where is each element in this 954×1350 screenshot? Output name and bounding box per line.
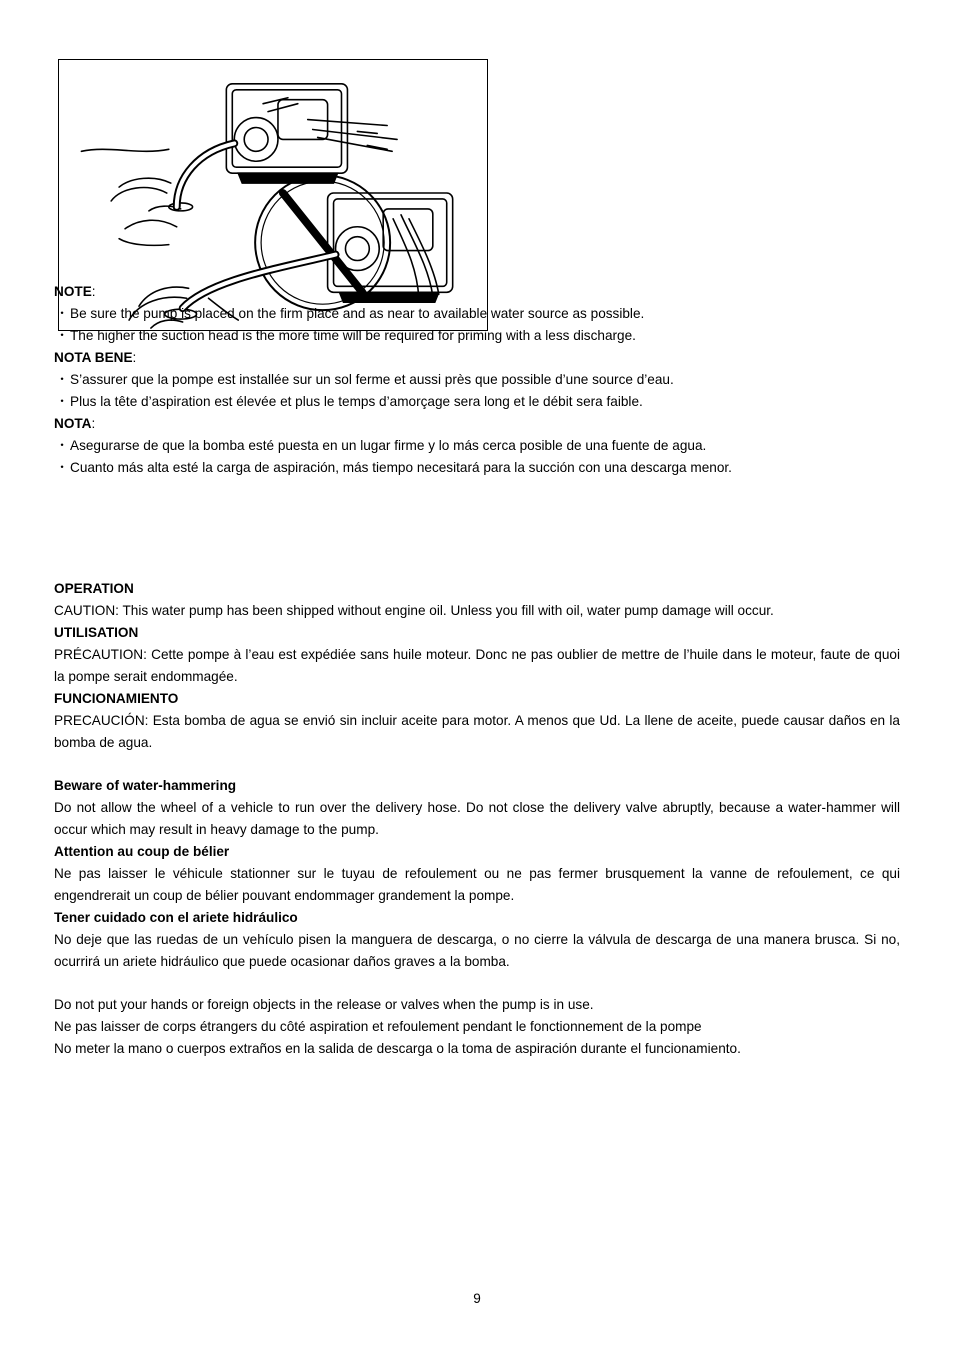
hands-warning-section [54,994,900,1060]
operation-caution-en: CAUTION: This water pump has been shipped without engine oil. Unless you fill with oil, water pump damage will occur. [54,603,774,618]
nota-heading: NOTA [54,416,92,431]
operation-heading: OPERATION [54,581,134,596]
note-heading: NOTE [54,284,92,299]
water-hammer-heading-en: Beware of water-hammering [54,778,237,793]
funcionamiento-heading: FUNCIONAMIENTO [54,691,179,706]
list-item: ・Be sure the pump is placed on the firm place and as near to available water source as possible. [55,306,645,321]
list-item: ・Plus la tête d’aspiration est élevée et plus le temps d’amorçage sera long et le débit sera faible. [55,394,643,409]
hands-warning-en: Do not put your hands or foreign objects in the release or valves when the pump is in use. [54,997,594,1012]
water-hammer-text-en: Do not allow the wheel of a vehicle to run over the delivery hose. Do not close the delivery valve abruptly, because a water-hammer will occur which may result in heavy damage to the pump. [54,800,900,837]
operation-caution-fr: PRÉCAUTION: Cette pompe à l’eau est expédiée sans huile moteur. Donc ne pas oublier de mettre de l’huile dans le moteur, faute de quoi la pompe serait endommagée. [54,647,900,684]
water-hammer-text-es: No deje que las ruedas de un vehículo pisen la manguera de descarga, o no cierre la válvula de descarga de una manera brusca. Si no, ocurrirá un ariete hidráulico que puede ocasionar daños graves a la bomba. [54,932,900,969]
list-item: ・Cuanto más alta esté la carga de aspiración, más tiempo necesitará para la succión con una descarga menor. [55,460,732,475]
operation-section [54,578,900,754]
nota-bene-heading: NOTA BENE [54,350,133,365]
utilisation-heading: UTILISATION [54,625,139,640]
hands-warning-fr: Ne pas laisser de corps étrangers du côté aspiration et refoulement pendant le fonctionnement de la pompe [54,1019,702,1034]
nota-bene-heading-line: NOTA BENE: [54,350,137,365]
water-hammer-heading-es: Tener cuidado con el ariete hidráulico [54,910,298,925]
list-item: ・Asegurarse de que la bomba esté puesta en un lugar firme y lo más cerca posible de una fuente de agua. [55,438,707,453]
list-item: ・The higher the suction head is the more time will be required for priming with a less discharge. [55,328,636,343]
list-item: ・S’assurer que la pompe est installée sur un sol ferme et aussi près que possible d’une source d’eau. [55,372,674,387]
operation-caution-es: PRECAUCIÓN: Esta bomba de agua se envió sin incluir aceite para motor. A menos que Ud. La llene de aceite, puede causar daños en la bomba de agua. [54,713,900,750]
notes-section [54,281,900,479]
page-number: 9 [473,1291,481,1306]
nota-heading-line: NOTA: [54,416,96,431]
note-heading-line: NOTE: [54,284,96,299]
water-hammer-section [54,775,900,973]
water-hammer-heading-fr: Attention au coup de bélier [54,844,230,859]
water-hammer-text-fr: Ne pas laisser le véhicule stationner sur le tuyau de refoulement ou ne pas fermer brusquement la vanne de refoulement, ce qui engendrerait un coup de bélier pouvant endommager grandement la pompe. [54,866,900,903]
hands-warning-es: No meter la mano o cuerpos extraños en la salida de descarga o la toma de aspiración durante el funcionamiento. [54,1041,741,1056]
